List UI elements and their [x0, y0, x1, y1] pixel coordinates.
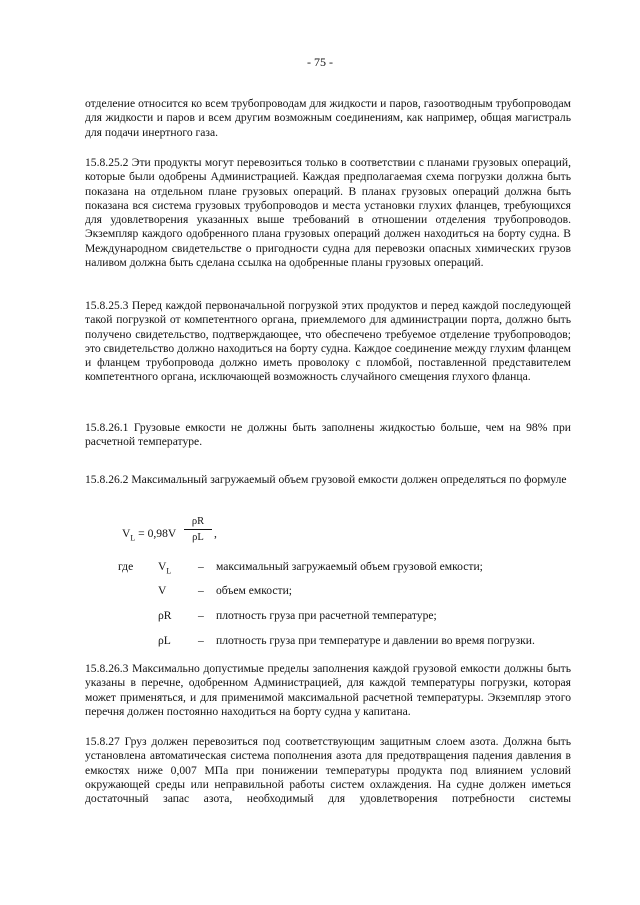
- definition-dash: –: [198, 609, 204, 622]
- paragraph-text: 15.8.26.2 Максимальный загружаемый объем грузовой емкости должен определяться по формуле: [85, 473, 567, 486]
- definition-dash: –: [198, 584, 204, 597]
- definition-row: [118, 560, 578, 576]
- formula-numerator: ρR: [191, 516, 205, 527]
- paragraph-text: отделение относится ко всем трубопроводам для жидкости и паров, газоотводным трубопроводам для жидкости и паров и всем другим возможным соединениям, как например, общая магистраль для подачи инертного газа.: [85, 97, 571, 139]
- definition-row: [118, 609, 578, 625]
- paragraph-text: 15.8.25.2 Эти продукты могут перевозиться только в соответствии с планами грузовых операций, которые были одобрены Администрацией. Каждая предполагаемая схема погрузки должна быть показана на отдельном плане грузовых операций. В планах грузовых операций должна быть показана вся система грузовых трубопроводов и места установки глухих фланцев, требующихся для удовлетворения указанных выше требований в отношении отделения трубопроводов. Экземпляр каждого одобренного плана грузовых операций должен находиться на борту судна. В Международном свидетельстве о пригодности судна для перевозки опасных химических грузов наливом должна быть сделана ссылка на одобренные планы грузовых операций.: [85, 156, 571, 270]
- formula-coefficient: = 0,98V: [135, 527, 177, 540]
- formula-denominator: ρL: [192, 532, 204, 543]
- definition-symbol: [158, 560, 198, 574]
- definition-row: [118, 584, 578, 600]
- symbol-main: ρL: [158, 634, 171, 647]
- definition-symbol: [158, 609, 198, 623]
- paragraph-intro: [85, 97, 571, 140]
- paragraph-text: 15.8.25.3 Перед каждой первоначальной погрузкой этих продуктов и перед каждой последующей такой погрузкой от компетентного органа, приемлемого для администрации порта, должно быть получено свидетельство, подтверждающее, что обеспечено требуемое отделение трубопроводов; это свидетельство должно находиться на борту судна. Каждое соединение между глухим фланцем и фланцем трубопровода должно иметь проволоку с пломбой, поставленной представителем компетентного органа, исключающей возможность случайного смещения глухого фланца.: [85, 299, 571, 384]
- where-label: где: [118, 560, 134, 573]
- fraction-bar: [184, 529, 212, 530]
- symbol-main: V: [158, 560, 167, 573]
- definition-text: максимальный загружаемый объем грузовой емкости;: [216, 560, 483, 573]
- formula-max-volume: [122, 515, 262, 551]
- definition-dash: –: [198, 634, 204, 647]
- formula-lhs-symbol: V: [122, 527, 131, 540]
- definition-text: плотность груза при расчетной температуре;: [216, 609, 437, 622]
- definition-dash: –: [198, 560, 204, 573]
- paragraph-15-8-25-3: [85, 299, 571, 385]
- formula-lhs-sub: L: [130, 533, 136, 543]
- paragraph-15-8-26-1: [85, 421, 571, 450]
- definition-row: [118, 634, 578, 650]
- definition-symbol: [158, 634, 198, 648]
- paragraph-15-8-25-2: [85, 156, 571, 270]
- paragraph-text: 15.8.26.1 Грузовые емкости не должны быть заполнены жидкостью больше, чем на 98% при расчетной температуре.: [85, 421, 571, 449]
- definition-symbol: [158, 584, 198, 598]
- formula-fraction: [184, 515, 212, 544]
- formula-tail: ,: [214, 527, 217, 540]
- paragraph-15-8-27: [85, 735, 571, 806]
- paragraph-text: 15.8.27 Груз должен перевозиться под соответствующим защитным слоем азота. Должна быть установлена автоматическая система пополнения азота для предотвращения падения давления в емкостях ниже 0,007 МПа при понижении температуры продукта под влиянием условий окружающей среды или неправильной работы систем охлаждения. На судне должен иметься достаточный запас азота, необходимый для удовлетворения потребности системы: [85, 735, 571, 806]
- symbol-sub: L: [166, 566, 172, 576]
- definition-text: плотность груза при температуре и давлении во время погрузки.: [216, 634, 535, 647]
- page-number: - 75 -: [307, 55, 333, 69]
- symbol-main: V: [158, 584, 167, 597]
- paragraph-15-8-26-2: [85, 473, 571, 487]
- formula-lhs: [122, 527, 176, 541]
- paragraph-text: 15.8.26.3 Максимально допустимые пределы заполнения каждой грузовой емкости должны быть указаны в перечне, одобренном Администрацией, для каждой температуры погрузки, которая может применяться, и для применимой максимальной расчетной температуры. Экземпляр этого перечня должен постоянно находиться на борту судна у капитана.: [85, 662, 571, 718]
- paragraph-15-8-26-3: [85, 662, 571, 719]
- symbol-main: ρR: [158, 609, 172, 622]
- definition-text: объем емкости;: [216, 584, 293, 597]
